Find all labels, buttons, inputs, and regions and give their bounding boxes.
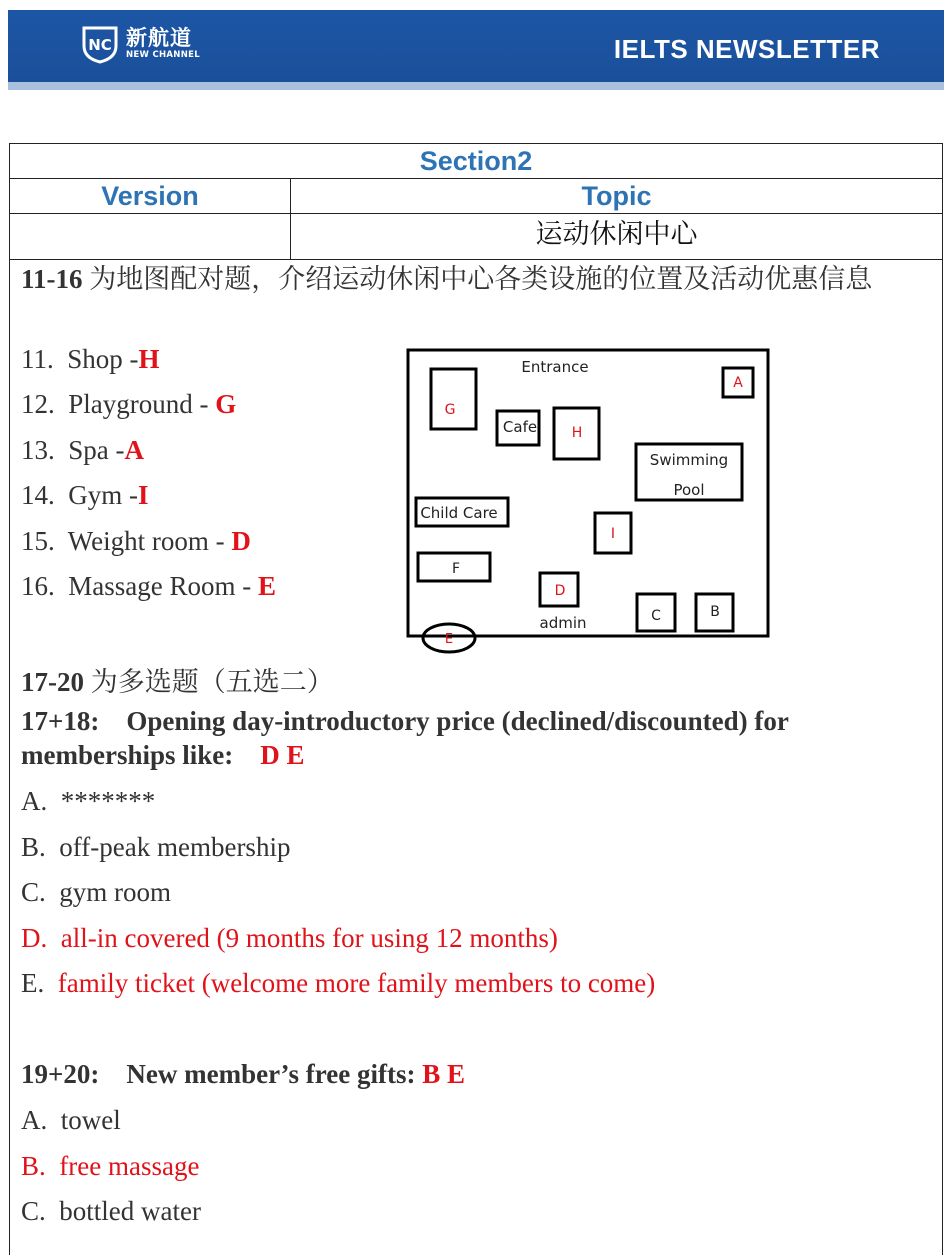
map-child-care-label: Child Care <box>420 504 498 522</box>
map-e-label: E <box>444 632 454 647</box>
map-c-label: C <box>651 608 661 624</box>
logo-badge-text: NC <box>88 36 112 54</box>
q11-16-intro <box>21 262 931 296</box>
map-b-label: B <box>710 604 720 620</box>
topic-row <box>10 214 942 260</box>
header-stripe <box>8 82 944 90</box>
q17-18-option-b: B. off-peak membership <box>21 832 291 862</box>
column-divider <box>290 178 291 260</box>
q11-16-range: 11-16 <box>21 264 83 294</box>
map-h-label: H <box>571 425 583 441</box>
map-a-label: A <box>733 375 743 391</box>
q16-answer: 16. Massage Room - E <box>21 571 276 601</box>
newsletter-title: IELTS NEWSLETTER <box>613 34 880 64</box>
topic-header: Topic <box>581 181 652 211</box>
q17-18-option-c: C. gym room <box>21 877 172 907</box>
section-row <box>10 144 942 179</box>
brand-logo <box>80 24 200 64</box>
q17-18-option-e: E. family ticket (welcome more family members to come) <box>21 968 656 998</box>
q17-18-answer: D E <box>260 740 305 770</box>
q11-16-description: 为地图配对题，介绍运动休闲中心各类设施的位置及活动优惠信息 <box>82 264 873 294</box>
q13-answer: 13. Spa -A <box>21 435 144 465</box>
q19-20-option-c: C. bottled water <box>21 1196 201 1226</box>
q12-answer: 12. Playground - G <box>21 389 237 419</box>
q19-20-question: 19+20: New member’s free gifts: B E <box>21 1059 466 1089</box>
map-d-label: D <box>554 583 566 599</box>
map-area-g <box>431 369 476 429</box>
map-pool-label: Pool <box>673 481 705 499</box>
q19-20-option-b: B. free massage <box>21 1151 200 1181</box>
q19-20-option-a: A. towel <box>21 1105 121 1135</box>
q19-20-answer: B E <box>422 1059 466 1089</box>
q17-18-option-d: D. all-in covered (9 months for using 12 months) <box>21 923 558 953</box>
q11-answer: 11. Shop -H <box>21 344 160 374</box>
topic-value: 运动休闲中心 <box>535 219 698 250</box>
q17-18-question-line1: 17+18: Opening day-introductory price (declined/discounted) for <box>21 706 789 736</box>
logo-english-name: NEW CHANNEL <box>126 50 200 61</box>
map-cafe-label: Cafe <box>502 418 538 436</box>
section-title: Section2 <box>419 146 533 176</box>
q17-18-question-line2: memberships like: D E <box>21 740 305 770</box>
map-entrance-label: Entrance <box>521 358 589 376</box>
logo-chinese-name: 新航道 <box>126 26 192 51</box>
q15-answer: 15. Weight room - D <box>21 526 251 556</box>
map-i-label: I <box>610 526 616 542</box>
q17-20-intro: 17-20 为多选题（五选二） <box>21 667 334 697</box>
map-admin-label: admin <box>539 614 587 632</box>
answer-document <box>9 143 943 1255</box>
q14-answer: 14. Gym -I <box>21 480 149 510</box>
map-g-label: G <box>444 402 456 418</box>
map-f-label: F <box>451 561 461 577</box>
column-header-row <box>10 179 942 214</box>
nc-shield-icon <box>80 24 120 64</box>
q17-18-option-a: A. ******* <box>21 786 156 816</box>
leisure-centre-map <box>405 348 775 658</box>
version-header: Version <box>101 181 199 211</box>
map-swimming-label: Swimming <box>649 451 729 469</box>
